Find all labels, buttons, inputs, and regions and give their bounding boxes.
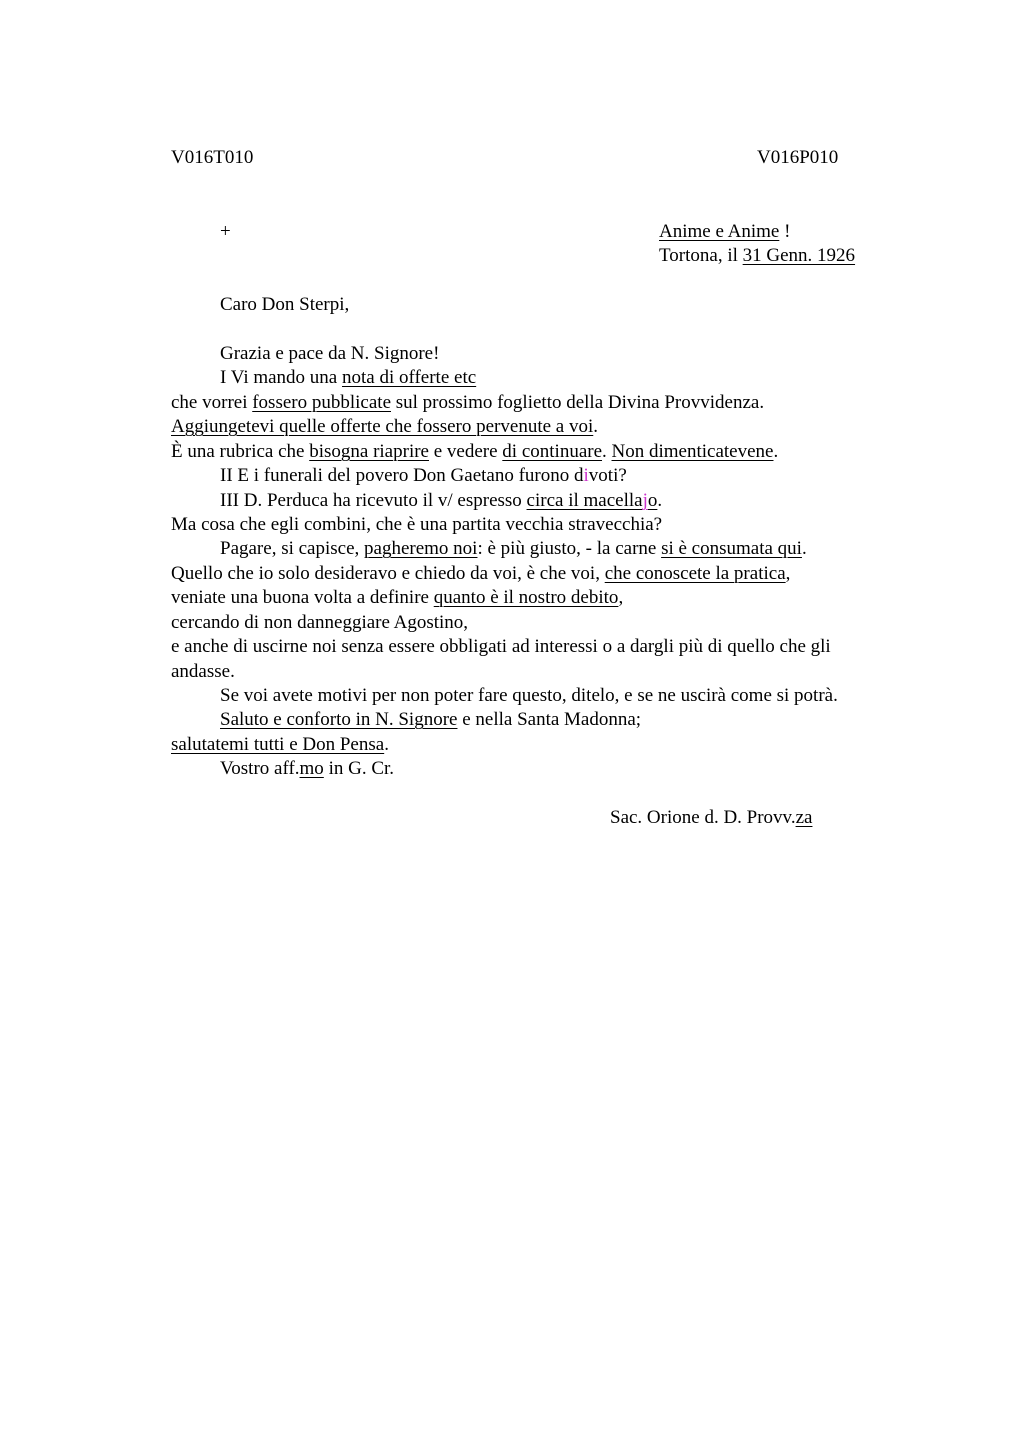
- closing: Vostro aff.mo in G. Cr.: [220, 758, 395, 779]
- body-line-10: veniate una buona volta a definire quanto è il nostro debito,: [171, 587, 624, 608]
- body-line-8: Pagare, si capisce, pagheremo noi: è più giusto, - la carne si è consumata qui.: [220, 538, 807, 559]
- body-line-4: È una rubrica che bisogna riaprire e vedere di continuare. Non dimenticatevene.: [171, 441, 779, 462]
- body-line-9: Quello che io solo desideravo e chiedo da voi, è che voi, che conoscete la pratica,: [171, 563, 791, 584]
- salutation: Caro Don Sterpi,: [220, 294, 350, 315]
- body-line-2: che vorrei fossero pubblicate sul prossimo foglietto della Divina Provvidenza.: [171, 392, 765, 413]
- body-line-15: Saluto e conforto in N. Signore e nella Santa Madonna;: [220, 709, 642, 730]
- body-line-13: andasse.: [171, 661, 235, 682]
- greeting: Grazia e pace da N. Signore!: [220, 343, 440, 364]
- body-line-12: e anche di uscirne noi senza essere obbligati ad interessi o a dargli più di quello che gli: [171, 636, 831, 657]
- body-line-11: cercando di non danneggiare Agostino,: [171, 612, 469, 633]
- place-date: Tortona, il 31 Genn. 1926: [659, 245, 856, 266]
- body-line-3: Aggiungetevi quelle offerte che fossero pervenute a voi.: [171, 416, 598, 437]
- motto: Anime e Anime !: [659, 221, 791, 242]
- cross-symbol: +: [220, 221, 231, 242]
- body-line-5: II E i funerali del povero Don Gaetano furono divoti?: [220, 465, 627, 486]
- heading-block: [659, 220, 855, 268]
- date: 31 Genn. 1926: [742, 245, 856, 266]
- document-code-left: V016T010: [171, 147, 254, 168]
- body-line-14: Se voi avete motivi per non poter fare questo, ditelo, e se ne uscirà come si potrà.: [220, 685, 838, 706]
- body-line-1: I Vi mando una nota di offerte etc: [220, 367, 477, 388]
- signature: Sac. Orione d. D. Provv.za: [610, 807, 813, 828]
- body-line-7: Ma cosa che egli combini, che è una partita vecchia stravecchia?: [171, 514, 663, 535]
- document-code-right: V016P010: [757, 147, 839, 168]
- body-line-16: salutatemi tutti e Don Pensa.: [171, 734, 389, 755]
- body-line-6: III D. Perduca ha ricevuto il v/ espresso circa il macellajo.: [220, 490, 663, 511]
